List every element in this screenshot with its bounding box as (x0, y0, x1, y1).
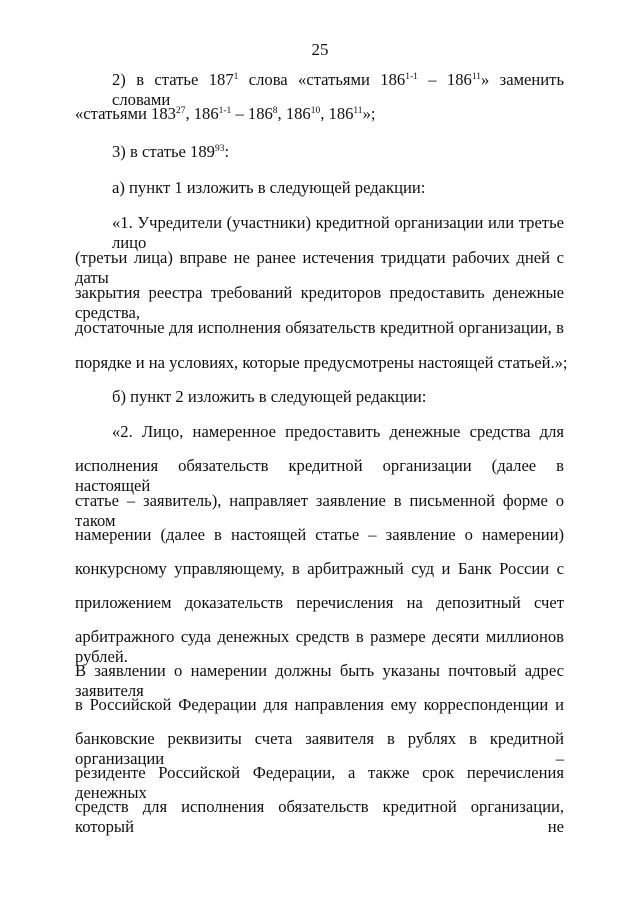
text-line-9: порядке и на условиях, которые предусмотрены настоящей статьей.»; (75, 353, 568, 372)
superscript: 1-1 (218, 106, 232, 116)
text-run: 2) в статье 187 (112, 70, 234, 89)
text-run: , 186 (277, 104, 311, 123)
text-line-17: арбитражного суда денежных средств в размере десяти миллионов рублей. (75, 627, 564, 666)
text-run: «статьями 183 (75, 104, 176, 123)
superscript: 1-1 (405, 72, 418, 82)
text-run: – 186 (231, 104, 273, 123)
text-line-7: закрытия реестра требований кредиторов предоставить денежные средства, (75, 283, 564, 322)
superscript: 11 (353, 106, 363, 116)
text-line-15: конкурсному управляющему, в арбитражный суд и Банк России с (75, 559, 564, 578)
text-line-22: средств для исполнения обязательств кредитной организации, который не (75, 797, 564, 836)
superscript: 8 (272, 106, 278, 116)
text-line-8: достаточные для исполнения обязательств кредитной организации, в (75, 318, 564, 337)
text-line-11: «2. Лицо, намеренное предоставить денежные средства для (112, 422, 564, 441)
text-line-10: б) пункт 2 изложить в следующей редакции: (112, 387, 427, 406)
page-number: 25 (311, 40, 329, 59)
text-run: »; (362, 104, 376, 123)
text-run: – 186 (417, 70, 472, 89)
superscript: 93 (214, 144, 225, 154)
text-line-5: «1. Учредители (участники) кредитной организации или третье лицо (112, 213, 564, 252)
superscript: 1 (233, 72, 239, 82)
superscript: 27 (175, 106, 186, 116)
text-run: , 186 (185, 104, 219, 123)
text-line-19: в Российской Федерации для направления ему корреспонденции и (75, 695, 564, 714)
text-line-12: исполнения обязательств кредитной организации (далее в настоящей (75, 456, 564, 495)
text-line-6: (третьи лица) вправе не ранее истечения тридцати рабочих дней с даты (75, 248, 564, 287)
text-line-20: банковские реквизиты счета заявителя в рублях в кредитной организации – (75, 729, 564, 768)
text-run: , 186 (320, 104, 354, 123)
superscript: 11 (471, 72, 481, 82)
text-run: 3) в статье 189 (112, 142, 215, 161)
text-line-3 (112, 142, 564, 162)
text-line-1 (112, 70, 565, 109)
text-run: » заменить словами (112, 70, 565, 109)
text-line-4: а) пункт 1 изложить в следующей редакции: (112, 178, 426, 197)
text-line-21: резиденте Российской Федерации, а также срок перечисления денежных (75, 763, 564, 802)
superscript: 10 (310, 106, 321, 116)
text-line-14: намерении (далее в настоящей статье – заявление о намерении) (75, 525, 564, 544)
text-run: слова «статьями 186 (238, 70, 406, 89)
text-line-2 (75, 104, 564, 124)
text-line-18: В заявлении о намерении должны быть указаны почтовый адрес заявителя (75, 661, 564, 700)
text-run: : (224, 142, 230, 161)
text-line-13: статье – заявитель), направляет заявление в письменной форме о таком (75, 491, 564, 530)
text-line-16: приложением доказательств перечисления на депозитный счет (75, 593, 564, 612)
